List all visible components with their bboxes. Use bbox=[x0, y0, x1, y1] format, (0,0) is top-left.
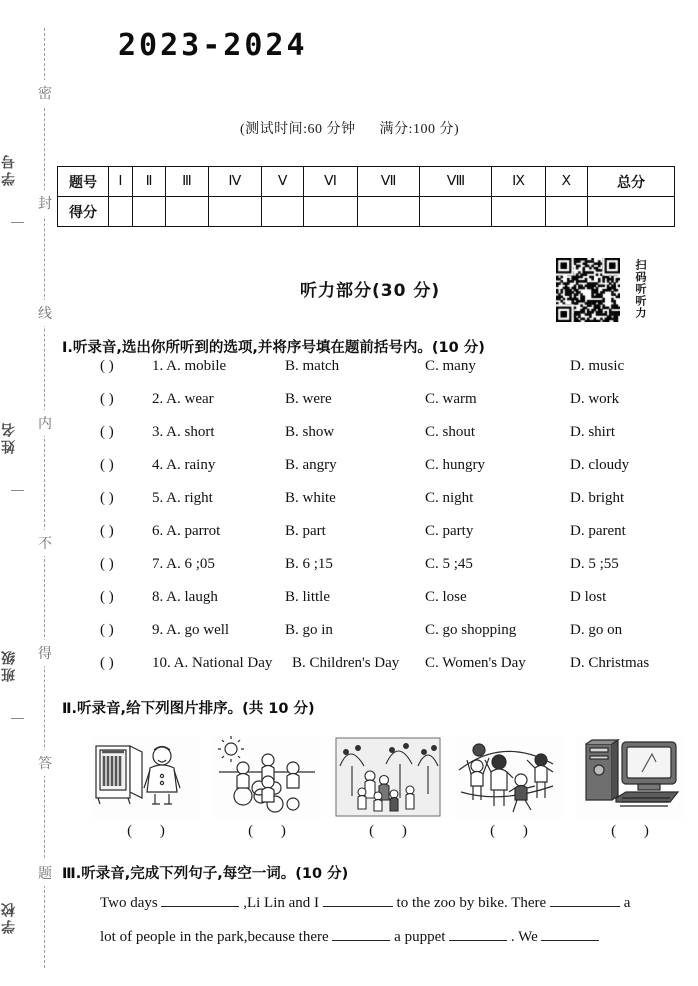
question-row bbox=[100, 622, 685, 655]
score-col-8: Ⅷ bbox=[420, 167, 492, 197]
score-cell-6[interactable] bbox=[304, 197, 357, 227]
option-b: B. white bbox=[285, 490, 336, 506]
section-2-picture-row bbox=[92, 736, 684, 846]
fill-text-2b: a puppet bbox=[394, 929, 446, 945]
score-cell-10[interactable] bbox=[545, 197, 587, 227]
score-col-5: Ⅴ bbox=[262, 167, 304, 197]
answer-paren[interactable]: ( ) bbox=[100, 556, 114, 572]
margin-label-name: 姓名 bbox=[1, 420, 17, 454]
option-d: D. bright bbox=[570, 490, 625, 506]
option-b: B. show bbox=[285, 424, 335, 440]
option-b: B. were bbox=[285, 391, 332, 407]
seal-char-2: 封 bbox=[33, 190, 57, 216]
qr-code-icon[interactable] bbox=[556, 258, 620, 322]
option-a: 5. A. right bbox=[152, 490, 213, 506]
option-b: B. Children's Day bbox=[292, 655, 400, 671]
score-table-total-label: 总分 bbox=[588, 167, 675, 197]
option-b: B. 6 ;15 bbox=[285, 556, 333, 572]
margin-divider-2 bbox=[11, 490, 24, 491]
fill-text-1c: to the zoo by bike. There bbox=[396, 895, 547, 911]
margin-label-student-id: 学号 bbox=[1, 152, 17, 186]
seal-char-3: 线 bbox=[33, 300, 57, 326]
score-table bbox=[57, 166, 675, 227]
seal-char-8: 题 bbox=[33, 860, 57, 886]
option-d: D. Christmas bbox=[570, 655, 650, 671]
people-picking-fruit-trees-picture bbox=[334, 736, 442, 818]
option-c: C. 5 ;45 bbox=[425, 556, 473, 572]
picture-answer-paren-2[interactable]: ( ) bbox=[248, 823, 298, 839]
section-2-heading: Ⅱ.听录音,给下列图片排序。(共 10 分) bbox=[62, 701, 315, 717]
question-row bbox=[100, 655, 685, 688]
qr-code-block[interactable] bbox=[556, 258, 678, 324]
score-cell-total[interactable] bbox=[588, 197, 675, 227]
option-c: C. shout bbox=[425, 424, 476, 440]
question-row bbox=[100, 358, 685, 391]
question-row bbox=[100, 457, 685, 490]
score-col-2: Ⅱ bbox=[132, 167, 165, 197]
answer-paren[interactable]: ( ) bbox=[100, 622, 114, 638]
fill-text-1b: ,Li Lin and I bbox=[243, 895, 320, 911]
section-1-heading: Ⅰ.听录音,选出你所听到的选项,并将序号填在题前括号内。(10 分) bbox=[62, 340, 485, 356]
option-c: C. Women's Day bbox=[425, 655, 526, 671]
option-d: D. go on bbox=[570, 622, 623, 638]
fill-text-2a: lot of people in the park,because there bbox=[100, 929, 329, 945]
fill-line-2 bbox=[100, 920, 696, 954]
fill-line-1 bbox=[100, 886, 696, 920]
blank-input-3[interactable] bbox=[550, 893, 620, 907]
margin-label-school: 学校 bbox=[1, 900, 17, 934]
question-row bbox=[100, 391, 685, 424]
seal-char-7: 答 bbox=[33, 750, 57, 776]
option-d: D lost bbox=[570, 589, 607, 605]
blank-input-4[interactable] bbox=[332, 927, 390, 941]
picture-answer-paren-5[interactable]: ( ) bbox=[611, 823, 661, 839]
seal-line-text bbox=[33, 28, 57, 968]
blank-input-1[interactable] bbox=[161, 893, 239, 907]
margin-label-class: 班级 bbox=[1, 648, 17, 682]
score-cell-7[interactable] bbox=[357, 197, 420, 227]
option-d: D. shirt bbox=[570, 424, 615, 440]
score-col-1: Ⅰ bbox=[109, 167, 133, 197]
option-b: B. part bbox=[285, 523, 326, 539]
answer-paren[interactable]: ( ) bbox=[100, 457, 114, 473]
score-col-9: Ⅸ bbox=[492, 167, 545, 197]
picture-answer-paren-1[interactable]: ( ) bbox=[127, 823, 177, 839]
children-bicycles-sun-picture bbox=[213, 736, 321, 818]
listening-part-title: 听力部分(30 分) bbox=[300, 281, 441, 301]
qr-code-caption: 扫码听听力 bbox=[634, 259, 647, 319]
seal-char-6: 得 bbox=[33, 640, 57, 666]
question-row bbox=[100, 424, 685, 457]
score-cell-2[interactable] bbox=[132, 197, 165, 227]
answer-paren[interactable]: ( ) bbox=[100, 523, 114, 539]
option-d: D. 5 ;55 bbox=[570, 556, 619, 572]
option-b: B. angry bbox=[285, 457, 337, 473]
children-playing-ball-picture bbox=[455, 736, 563, 818]
question-row bbox=[100, 490, 685, 523]
option-d: D. work bbox=[570, 391, 620, 407]
option-a: 7. A. 6 ;05 bbox=[152, 556, 215, 572]
question-row bbox=[100, 589, 685, 622]
score-col-6: Ⅵ bbox=[304, 167, 357, 197]
option-c: C. warm bbox=[425, 391, 477, 407]
option-d: D. cloudy bbox=[570, 457, 630, 473]
score-col-10: Ⅹ bbox=[545, 167, 587, 197]
blank-input-2[interactable] bbox=[323, 893, 393, 907]
option-a: 2. A. wear bbox=[152, 391, 214, 407]
score-table-row-label-score: 得分 bbox=[58, 197, 109, 227]
fill-text-1a: Two days bbox=[100, 895, 158, 911]
desktop-computer-picture bbox=[576, 736, 684, 818]
option-d: D. parent bbox=[570, 523, 626, 539]
option-a: 8. A. laugh bbox=[152, 589, 218, 605]
picture-item-2 bbox=[213, 736, 321, 840]
score-table-row-label-question: 题号 bbox=[58, 167, 109, 197]
option-c: C. go shopping bbox=[425, 622, 517, 638]
score-cell-5[interactable] bbox=[262, 197, 304, 227]
exam-meta-line: (测试时间:60 分钟 满分:100 分) bbox=[240, 122, 460, 137]
option-c: C. many bbox=[425, 358, 476, 374]
option-c: C. party bbox=[425, 523, 474, 539]
option-a: 4. A. rainy bbox=[152, 457, 216, 473]
picture-answer-paren-4[interactable]: ( ) bbox=[490, 823, 540, 839]
option-a: 6. A. parrot bbox=[152, 523, 221, 539]
option-d: D. music bbox=[570, 358, 625, 374]
emperor-wardrobe-picture bbox=[92, 736, 200, 818]
answer-paren[interactable]: ( ) bbox=[100, 589, 114, 605]
option-c: C. night bbox=[425, 490, 474, 506]
picture-item-3 bbox=[334, 736, 442, 840]
question-row bbox=[100, 556, 685, 589]
blank-input-5[interactable] bbox=[449, 927, 507, 941]
score-cell-9[interactable] bbox=[492, 197, 545, 227]
score-cell-8[interactable] bbox=[420, 197, 492, 227]
picture-item-4 bbox=[455, 736, 563, 840]
answer-paren[interactable]: ( ) bbox=[100, 490, 114, 506]
table-row-scores bbox=[58, 197, 675, 227]
option-a: 10. A. National Day bbox=[152, 655, 273, 671]
score-col-4: Ⅳ bbox=[208, 167, 261, 197]
picture-answer-paren-3[interactable]: ( ) bbox=[369, 823, 419, 839]
fill-text-1d: a bbox=[623, 895, 631, 911]
score-col-7: Ⅶ bbox=[357, 167, 420, 197]
table-row-question-numbers bbox=[58, 167, 675, 197]
margin-divider-1 bbox=[11, 222, 24, 223]
answer-paren[interactable]: ( ) bbox=[100, 655, 114, 671]
margin-identity-strip bbox=[0, 0, 34, 986]
page-title: 2023-2024 bbox=[118, 28, 308, 63]
section-1-question-list bbox=[100, 358, 685, 688]
seal-char-5: 不 bbox=[33, 530, 57, 556]
seal-char-4: 内 bbox=[33, 410, 57, 436]
option-b: B. go in bbox=[285, 622, 333, 638]
margin-divider-3 bbox=[11, 718, 24, 719]
option-c: C. lose bbox=[425, 589, 467, 605]
answer-paren[interactable]: ( ) bbox=[100, 391, 114, 407]
section-3-heading: Ⅲ.听录音,完成下列句子,每空一词。(10 分) bbox=[62, 866, 349, 882]
option-b: B. match bbox=[285, 358, 340, 374]
option-a: 9. A. go well bbox=[152, 622, 230, 638]
score-col-3: Ⅲ bbox=[166, 167, 208, 197]
blank-input-6[interactable] bbox=[541, 927, 599, 941]
option-a: 3. A. short bbox=[152, 424, 215, 440]
score-cell-3[interactable] bbox=[166, 197, 208, 227]
picture-item-5 bbox=[576, 736, 684, 840]
answer-paren[interactable]: ( ) bbox=[100, 424, 114, 440]
option-c: C. hungry bbox=[425, 457, 485, 473]
section-3-fill-in-blanks bbox=[100, 886, 696, 954]
picture-item-1 bbox=[92, 736, 200, 840]
score-cell-1[interactable] bbox=[109, 197, 133, 227]
fill-text-2c: . We bbox=[510, 929, 538, 945]
score-cell-4[interactable] bbox=[208, 197, 261, 227]
question-row bbox=[100, 523, 685, 556]
seal-char-1: 密 bbox=[33, 80, 57, 106]
answer-paren[interactable]: ( ) bbox=[100, 358, 114, 374]
option-b: B. little bbox=[285, 589, 330, 605]
option-a: 1. A. mobile bbox=[152, 358, 227, 374]
